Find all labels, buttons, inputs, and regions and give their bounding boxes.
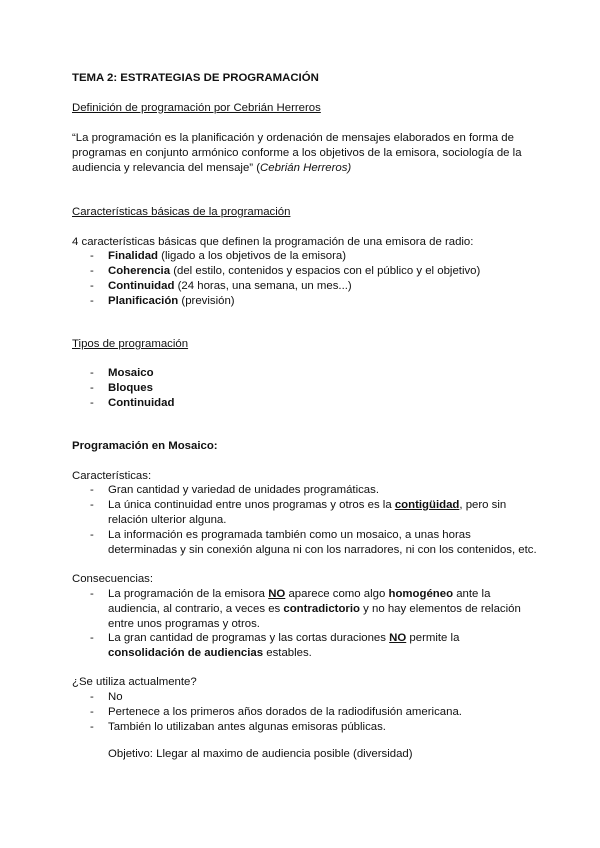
usage-item: Pertenece a los primeros años dorados de la radiodifusión americana. [108, 706, 462, 718]
mosaic-cons-item [108, 631, 459, 645]
quote-line-1: “La programación es la planificación y ordenación de mensajes elaborados en forma de [72, 132, 514, 144]
text-segment: y no hay elementos de relación [359, 603, 521, 615]
mosaic-cons-item-cont [108, 646, 312, 660]
characteristic-desc: (ligado a los objetivos de la emisora) [158, 250, 347, 262]
characteristic-item [108, 294, 235, 308]
mosaic-char-item-cont: relación ulterior alguna. [108, 514, 227, 526]
text-segment: La única continuidad entre unos programas y otros es la [108, 499, 395, 511]
quote-line-3-text: audiencia y relevancia del mensaje” ( [72, 162, 261, 174]
bullet-dash: - [90, 691, 94, 703]
characteristic-item [108, 249, 346, 263]
quote-line-2: programas en conjunto armónico conforme a los objetivos de la emisora, sociología de la [72, 147, 522, 159]
characteristic-desc: (24 horas, una semana, un mes...) [174, 280, 352, 292]
characteristic-term: Continuidad [108, 280, 175, 292]
bullet-dash: - [90, 484, 94, 496]
bullet-dash: - [90, 280, 94, 292]
bullet-dash: - [90, 632, 94, 644]
characteristics-intro: 4 características básicas que definen la programación de una emisora de radio: [72, 236, 474, 248]
mosaic-cons-item [108, 587, 490, 601]
bullet-dash: - [90, 529, 94, 541]
usage-question: ¿Se utiliza actualmente? [72, 676, 197, 688]
mosaic-char-item: La información es programada también como un mosaico, a unas horas [108, 529, 471, 541]
text-segment: estables. [263, 647, 312, 659]
type-item: Bloques [108, 382, 153, 394]
characteristic-item [108, 279, 352, 293]
highlight-term: NO [268, 588, 286, 600]
type-item: Continuidad [108, 397, 175, 409]
type-item: Mosaico [108, 367, 154, 379]
highlight-term: NO [389, 632, 407, 644]
characteristic-item [108, 264, 480, 278]
characteristics-heading: Características básicas de la programación [72, 206, 291, 218]
bullet-dash: - [90, 721, 94, 733]
mosaic-heading: Programación en Mosaico: [72, 440, 218, 452]
bullet-dash: - [90, 382, 94, 394]
usage-item: También lo utilizaban antes algunas emisoras públicas. [108, 721, 386, 733]
mosaic-cons-item-cont: entre unos programas y otros. [108, 618, 260, 630]
mosaic-cons-item-cont [108, 602, 521, 616]
objective-line: Objetivo: Llegar al maximo de audiencia posible (diversidad) [108, 748, 413, 760]
characteristic-term: Finalidad [108, 250, 158, 262]
bullet-dash: - [90, 250, 94, 262]
document-title: TEMA 2: ESTRATEGIAS DE PROGRAMACIÓN [72, 72, 319, 84]
highlight-term: consolidación de audiencias [108, 647, 264, 659]
bullet-dash: - [90, 367, 94, 379]
mosaic-char-item: Gran cantidad y variedad de unidades programáticas. [108, 484, 380, 496]
text-segment: aparece como algo [285, 588, 389, 600]
bullet-dash: - [90, 588, 94, 600]
mosaic-char-item [108, 498, 506, 512]
highlight-term: contigüidad [394, 499, 460, 511]
bullet-dash: - [90, 295, 94, 307]
highlight-term: homogéneo [388, 588, 454, 600]
quote-author: Cebrián Herreros) [260, 162, 352, 174]
types-heading: Tipos de programación [72, 338, 189, 350]
text-segment: permite la [406, 632, 460, 644]
text-segment: , pero sin [459, 499, 507, 511]
bullet-dash: - [90, 499, 94, 511]
characteristic-desc: (previsión) [178, 295, 235, 307]
bullet-dash: - [90, 706, 94, 718]
text-segment: La gran cantidad de programas y las cortas duraciones [108, 632, 390, 644]
bullet-dash: - [90, 265, 94, 277]
mosaic-characteristics-label: Características: [72, 470, 152, 482]
quote-line-3 [72, 161, 351, 175]
highlight-term: contradictorio [283, 603, 360, 615]
text-segment: ante la [453, 588, 491, 600]
characteristic-desc: (del estilo, contenidos y espacios con el público y el objetivo) [170, 265, 481, 277]
bullet-dash: - [90, 397, 94, 409]
characteristic-term: Coherencia [108, 265, 171, 277]
text-segment: audiencia, al contrario, a veces es [108, 603, 284, 615]
usage-item: No [108, 691, 123, 703]
definition-heading: Definición de programación por Cebrián Herreros [72, 102, 321, 114]
characteristic-term: Planificación [108, 295, 179, 307]
mosaic-consequences-label: Consecuencias: [72, 573, 154, 585]
mosaic-char-item-cont: determinadas y sin conexión alguna ni con los narradores, ni con los contenidos, etc. [108, 544, 537, 556]
text-segment: La programación de la emisora [108, 588, 269, 600]
